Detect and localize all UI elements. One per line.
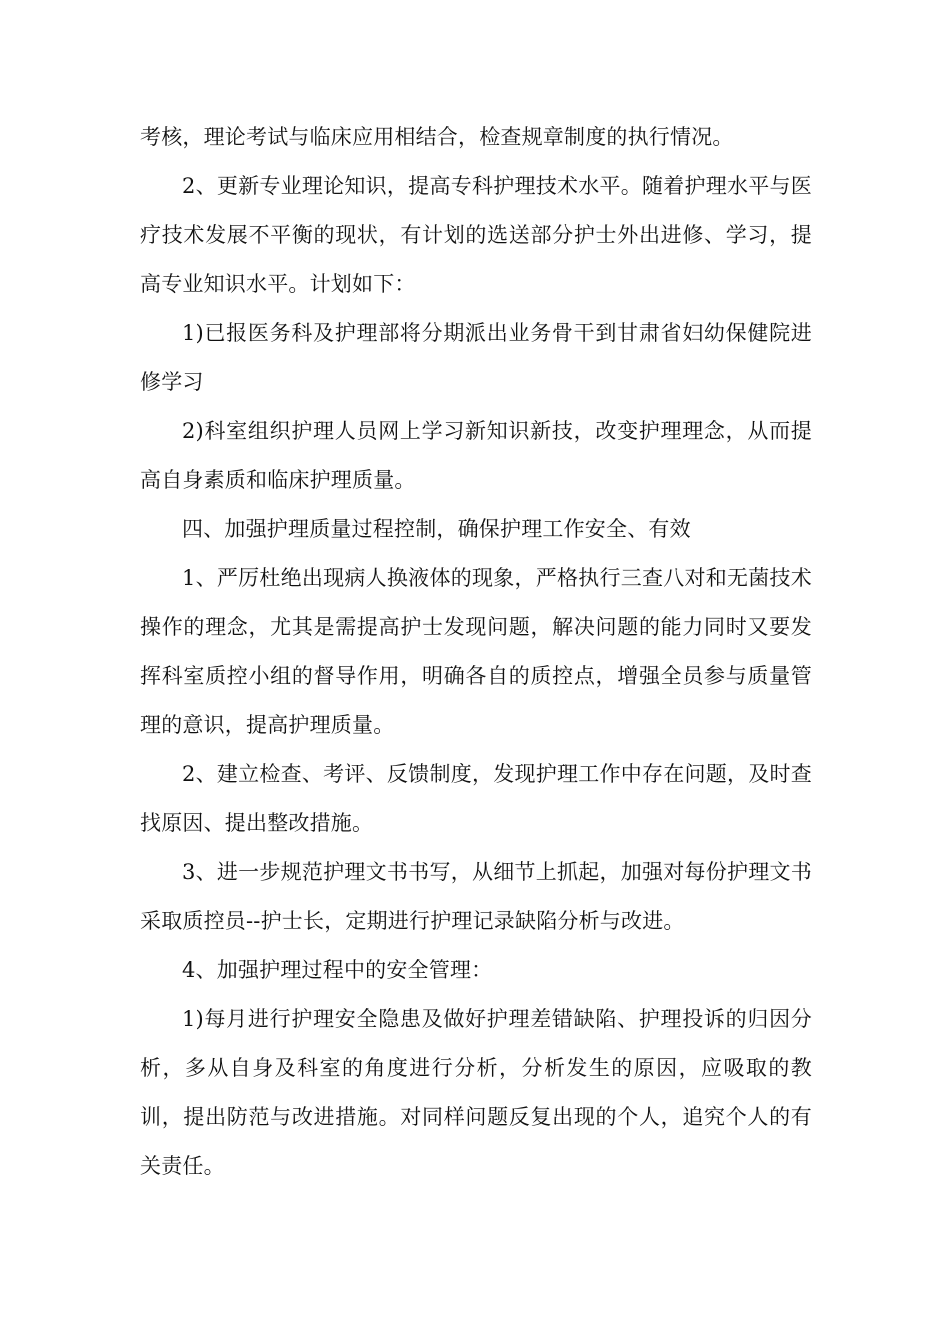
paragraph: 2、更新专业理论知识，提高专科护理技术水平。随着护理水平与医疗技术发展不平衡的现状，有计划的选送部分护士外出进修、学习，提高专业知识水平。计划如下： xyxy=(140,174,812,296)
paragraph: 3、进一步规范护理文书书写，从细节上抓起，加强对每份护理文书采取质控员--护士长，定期进行护理记录缺陷分析与改进。 xyxy=(140,860,812,933)
document-body xyxy=(140,113,812,1191)
paragraph: 2)科室组织护理人员网上学习新知识新技，改变护理理念，从而提高自身素质和临床护理质量。 xyxy=(140,419,812,492)
paragraph: 2、建立检查、考评、反馈制度，发现护理工作中存在问题，及时查找原因、提出整改措施。 xyxy=(140,762,812,835)
paragraph: 1、严厉杜绝出现病人换液体的现象，严格执行三查八对和无菌技术操作的理念，尤其是需提高护士发现问题，解决问题的能力同时又要发挥科室质控小组的督导作用，明确各自的质控点，增强全员参与质量管理的意识，提高护理质量。 xyxy=(140,566,812,737)
paragraph: 4、加强护理过程中的安全管理： xyxy=(182,958,493,982)
section-heading: 四、加强护理质量过程控制，确保护理工作安全、有效 xyxy=(182,517,691,541)
paragraph: 1)每月进行护理安全隐患及做好护理差错缺陷、护理投诉的归因分析，多从自身及科室的角度进行分析，分析发生的原因，应吸取的教训，提出防范与改进措施。对同样问题反复出现的个人，追究个人的有关责任。 xyxy=(140,1007,812,1178)
paragraph-continued: 考核，理论考试与临床应用相结合，检查规章制度的执行情况。 xyxy=(140,125,734,149)
paragraph: 1)已报医务科及护理部将分期派出业务骨干到甘肃省妇幼保健院进修学习 xyxy=(140,321,812,394)
